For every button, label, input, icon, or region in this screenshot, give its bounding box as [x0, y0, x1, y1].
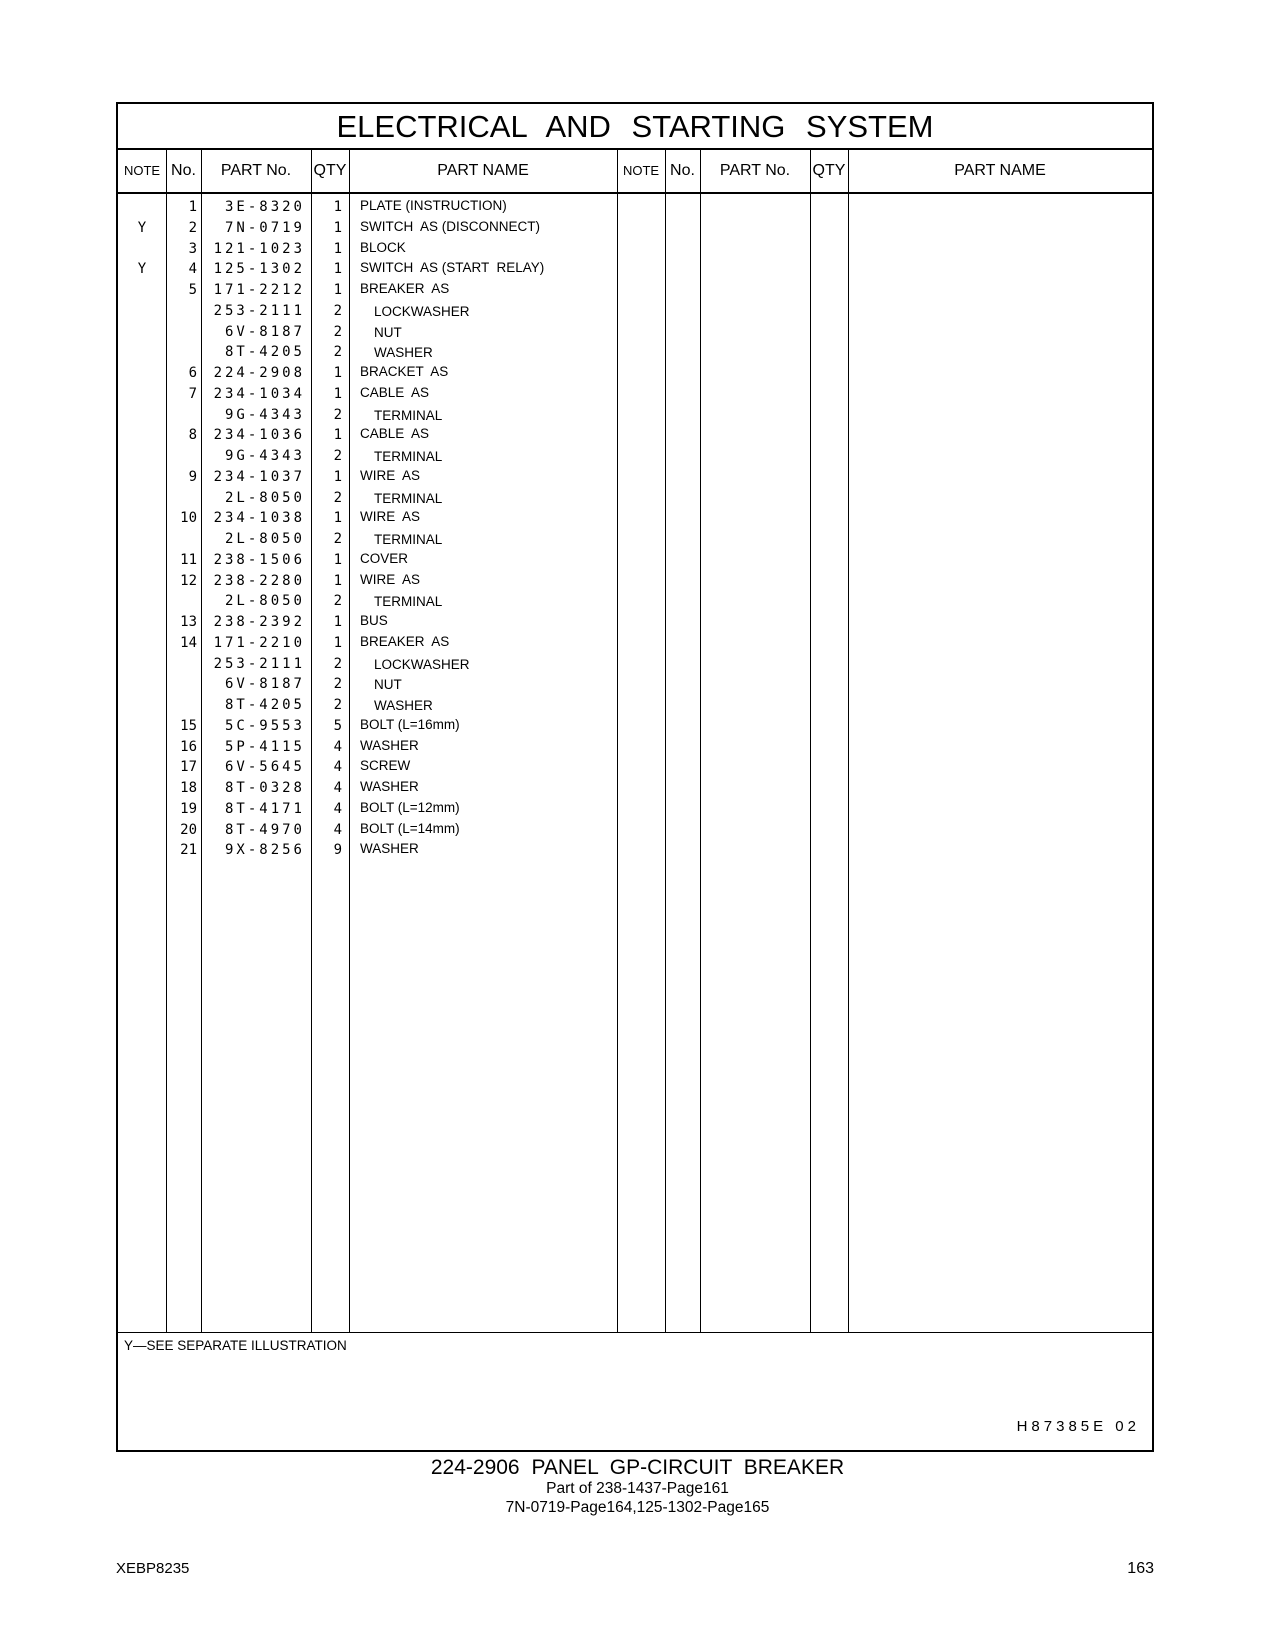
header-part-name-right: PART NAME — [954, 162, 1046, 179]
table-row — [118, 821, 1152, 842]
table-header — [118, 150, 1152, 194]
page-number: 163 — [1127, 1560, 1154, 1577]
row-item-number: 10 — [180, 510, 197, 527]
header-part-no-right: PART No. — [719, 162, 791, 179]
row-quantity: 1 — [333, 427, 342, 444]
row-part-number: 238-2280 — [213, 572, 305, 589]
row-part-number: 8T-4205 — [224, 344, 305, 361]
table-row — [118, 572, 1152, 593]
header-no-left: No. — [171, 162, 196, 179]
footnote: Y—SEE SEPARATE ILLUSTRATION — [124, 1338, 347, 1353]
row-part-name: COVER — [360, 550, 409, 566]
row-part-number: 171-2210 — [213, 634, 305, 651]
row-item-number: 14 — [180, 634, 197, 651]
row-part-number: 234-1037 — [213, 468, 305, 485]
row-quantity: 2 — [333, 406, 342, 423]
row-part-number: 8T-4970 — [224, 821, 305, 838]
row-quantity: 1 — [333, 614, 342, 630]
row-quantity: 4 — [333, 738, 342, 755]
row-part-name: PLATE (INSTRUCTION) — [360, 198, 507, 213]
row-part-number: 121-1023 — [213, 240, 305, 257]
row-part-number: 2L-8050 — [224, 531, 305, 547]
row-quantity: 2 — [333, 676, 342, 693]
row-quantity: 2 — [333, 531, 342, 547]
row-quantity: 1 — [333, 240, 342, 257]
row-item-number: 20 — [180, 821, 197, 838]
parts-table-frame — [116, 102, 1154, 1452]
header-qty-left: QTY — [313, 162, 347, 179]
table-row — [118, 758, 1152, 779]
row-part-name: BOLT (L=16mm) — [360, 716, 460, 732]
row-part-name: WIRE AS — [360, 467, 421, 483]
table-row — [118, 613, 1152, 634]
row-part-name: WIRE AS — [360, 571, 421, 587]
table-row — [118, 841, 1152, 862]
row-part-name: WASHER — [374, 698, 433, 713]
table-row — [118, 364, 1152, 385]
row-quantity: 4 — [333, 759, 342, 776]
row-part-number: 238-2392 — [213, 614, 305, 630]
row-part-number: 8T-4205 — [224, 697, 305, 713]
row-quantity: 1 — [333, 572, 342, 589]
row-part-number: 8T-4171 — [224, 800, 305, 817]
row-part-name: BREAKER AS — [360, 633, 450, 649]
table-row — [118, 240, 1152, 261]
group-title: 224-2906 PANEL GP-CIRCUIT BREAKER — [430, 1456, 845, 1479]
section-title: ELECTRICAL AND STARTING SYSTEM — [118, 104, 1152, 150]
row-part-name: SCREW — [360, 758, 411, 774]
table-row — [118, 281, 1152, 302]
row-part-number: 2L-8050 — [224, 593, 305, 610]
row-part-number: 5C-9553 — [224, 717, 305, 734]
row-part-name: TERMINAL — [374, 490, 443, 506]
row-item-number: 6 — [188, 365, 197, 381]
row-part-number: 234-1034 — [213, 385, 305, 402]
row-item-number: 1 — [188, 199, 197, 215]
row-part-name: LOCKWASHER — [374, 303, 470, 319]
row-item-number: 21 — [180, 842, 197, 859]
row-quantity: 2 — [333, 489, 342, 506]
row-part-name: BRACKET AS — [360, 364, 449, 379]
row-part-number: 253-2111 — [213, 302, 305, 319]
row-part-name: CABLE AS — [360, 426, 430, 442]
row-part-number: 9G-4343 — [224, 406, 305, 423]
row-part-name: WASHER — [360, 737, 419, 753]
table-row — [118, 530, 1152, 551]
row-quantity: 1 — [333, 365, 342, 381]
row-quantity: 4 — [333, 821, 342, 838]
row-item-number: 2 — [188, 219, 197, 236]
row-quantity: 1 — [333, 282, 342, 298]
row-quantity: 1 — [333, 385, 342, 402]
row-part-number: 224-2908 — [213, 365, 305, 381]
row-part-number: 253-2111 — [213, 655, 305, 672]
row-part-number: 7N-0719 — [224, 219, 305, 236]
table-row — [118, 634, 1152, 655]
row-quantity: 2 — [333, 593, 342, 610]
table-row — [118, 779, 1152, 800]
row-quantity: 4 — [333, 780, 342, 796]
row-part-number: 3E-8320 — [224, 199, 305, 215]
table-row — [118, 406, 1152, 427]
group-parent-reference: Part of 238-1437-Page161 — [546, 1480, 729, 1497]
row-part-name: WIRE AS — [360, 509, 421, 525]
row-item-number: 15 — [180, 717, 197, 734]
row-part-name: LOCKWASHER — [374, 656, 470, 672]
table-row — [118, 343, 1152, 364]
header-qty-right: QTY — [812, 162, 846, 179]
row-quantity: 1 — [333, 551, 342, 568]
row-part-number: 171-2212 — [213, 282, 305, 298]
table-row — [118, 385, 1152, 406]
row-quantity: 1 — [333, 261, 342, 278]
table-row — [118, 489, 1152, 510]
table-row — [118, 655, 1152, 676]
row-part-name: TERMINAL — [374, 449, 443, 464]
table-row — [118, 509, 1152, 530]
row-item-number: 8 — [188, 427, 197, 444]
header-no-right: No. — [670, 162, 695, 179]
row-item-number: 3 — [188, 240, 197, 257]
table-row — [118, 426, 1152, 447]
table-row — [118, 302, 1152, 323]
row-item-number: 17 — [180, 759, 197, 776]
row-quantity: 1 — [333, 510, 342, 527]
table-row — [118, 800, 1152, 821]
row-part-name: NUT — [374, 324, 402, 340]
table-row — [118, 551, 1152, 572]
row-part-name: NUT — [374, 677, 402, 693]
row-part-name: SWITCH AS (START RELAY) — [360, 260, 545, 276]
group-page-references: 7N-0719-Page164,125-1302-Page165 — [505, 1499, 770, 1516]
row-part-name: SWITCH AS (DISCONNECT) — [360, 218, 541, 234]
row-part-name: BREAKER AS — [360, 281, 450, 296]
table-row — [118, 260, 1152, 281]
row-part-name: TERMINAL — [374, 532, 443, 547]
row-item-number: 19 — [180, 800, 197, 817]
row-part-name: BOLT (L=14mm) — [360, 820, 460, 836]
row-item-number: 4 — [188, 261, 197, 278]
header-part-no-left: PART No. — [220, 162, 292, 179]
row-part-number: 234-1036 — [213, 427, 305, 444]
table-row — [118, 717, 1152, 738]
footer-divider — [118, 1332, 1152, 1333]
table-row — [118, 198, 1152, 219]
row-quantity: 5 — [333, 717, 342, 734]
row-quantity: 2 — [333, 655, 342, 672]
row-part-name: BLOCK — [360, 239, 406, 255]
row-item-number: 18 — [180, 780, 197, 796]
row-item-number: 9 — [188, 468, 197, 485]
row-part-number: 238-1506 — [213, 551, 305, 568]
row-part-name: CABLE AS — [360, 384, 430, 400]
table-row — [118, 738, 1152, 759]
table-row — [118, 592, 1152, 613]
table-row — [118, 696, 1152, 717]
row-part-number: 2L-8050 — [224, 489, 305, 506]
table-row — [118, 468, 1152, 489]
row-quantity: 9 — [333, 842, 342, 859]
row-item-number: 7 — [188, 385, 197, 402]
row-part-name: WASHER — [360, 841, 419, 857]
publication-number: XEBP8235 — [116, 1560, 190, 1577]
row-part-number: 6V-8187 — [224, 676, 305, 693]
row-part-number: 9G-4343 — [224, 448, 305, 464]
row-quantity: 1 — [333, 468, 342, 485]
row-quantity: 1 — [333, 199, 342, 215]
row-part-name: TERMINAL — [374, 407, 443, 423]
header-part-name-left: PART NAME — [437, 162, 529, 179]
row-note: Y — [137, 219, 147, 236]
row-item-number: 11 — [180, 551, 197, 568]
header-note-left: NOTE — [123, 163, 161, 178]
row-item-number: 12 — [180, 572, 197, 589]
row-quantity: 4 — [333, 800, 342, 817]
row-quantity: 2 — [333, 344, 342, 361]
row-part-name: BOLT (L=12mm) — [360, 799, 460, 815]
row-quantity: 2 — [333, 697, 342, 713]
row-part-number: 125-1302 — [213, 261, 305, 278]
row-part-number: 6V-5645 — [224, 759, 305, 776]
row-part-name: BUS — [360, 613, 388, 628]
row-part-number: 8T-0328 — [224, 780, 305, 796]
row-quantity: 2 — [333, 448, 342, 464]
illustration-reference: H87385E 02 — [1016, 1418, 1140, 1435]
table-row — [118, 323, 1152, 344]
row-part-number: 6V-8187 — [224, 323, 305, 340]
row-part-name: TERMINAL — [374, 594, 443, 610]
row-note: Y — [137, 261, 147, 278]
row-quantity: 2 — [333, 323, 342, 340]
row-part-name: WASHER — [360, 779, 419, 794]
row-part-number: 5P-4115 — [224, 738, 305, 755]
table-row — [118, 219, 1152, 240]
row-item-number: 13 — [180, 614, 197, 630]
row-quantity: 2 — [333, 302, 342, 319]
row-item-number: 16 — [180, 738, 197, 755]
row-part-number: 9X-8256 — [224, 842, 305, 859]
row-quantity: 1 — [333, 219, 342, 236]
table-row — [118, 447, 1152, 468]
row-quantity: 1 — [333, 634, 342, 651]
header-note-right: NOTE — [622, 163, 660, 178]
row-part-name: WASHER — [374, 345, 433, 361]
table-row — [118, 675, 1152, 696]
row-part-number: 234-1038 — [213, 510, 305, 527]
row-item-number: 5 — [188, 282, 197, 298]
